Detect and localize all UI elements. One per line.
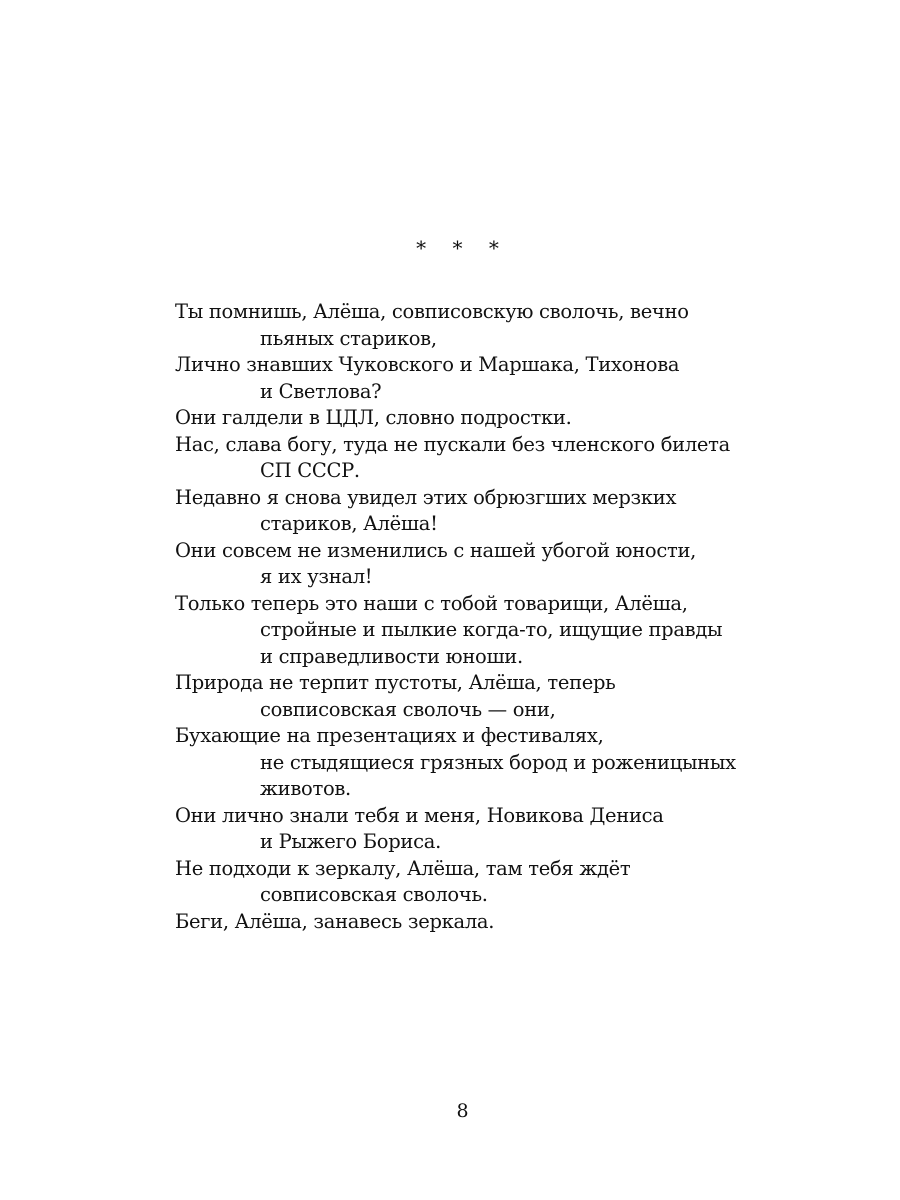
poem-line: Недавно я снова увидел этих обрюзгших мерзких bbox=[175, 485, 677, 509]
poem-line-continuation: совписовская сволочь — они, bbox=[260, 697, 556, 721]
poem-line: Они галдели в ЦДЛ, словно подростки. bbox=[175, 406, 572, 429]
poem-line: Они совсем не изменились с нашей убогой юности, bbox=[175, 538, 697, 562]
poem-line: Бухающие на презентациях и фестивалях, bbox=[175, 724, 604, 747]
poem-line-continuation: и справедливости юноши. bbox=[260, 644, 523, 668]
poem-line-continuation: я их узнал! bbox=[260, 565, 373, 588]
poem-line-continuation: и Светлова? bbox=[260, 379, 382, 403]
poem-line: Лично знавших Чуковского и Маршака, Тихонова bbox=[175, 353, 680, 376]
poem-line-continuation: и Рыжего Бориса. bbox=[260, 830, 441, 853]
poem-body bbox=[175, 299, 815, 935]
poem-line-continuation: животов. bbox=[260, 777, 351, 800]
poem-line-continuation: пьяных стариков, bbox=[260, 326, 437, 350]
poem-line: Нас, слава богу, туда не пускали без членского билета bbox=[175, 432, 730, 456]
poem-line-continuation: совписовская сволочь. bbox=[260, 883, 488, 906]
section-separator: * * * bbox=[416, 236, 509, 260]
page-number: 8 bbox=[456, 1100, 469, 1122]
poem-line-continuation: стариков, Алёша! bbox=[260, 512, 438, 535]
poem-line: Только теперь это наши с тобой товарищи, Алёша, bbox=[175, 591, 688, 615]
poem-line: Природа не терпит пустоты, Алёша, теперь bbox=[175, 671, 616, 694]
poem-line-continuation: стройные и пылкие когда-то, ищущие правды bbox=[260, 618, 723, 641]
poem-line: Не подходи к зеркалу, Алёша, там тебя ждёт bbox=[175, 856, 631, 880]
poem-line: Ты помнишь, Алёша, совписовскую сволочь, вечно bbox=[175, 300, 689, 323]
poem-line: Беги, Алёша, занавесь зеркала. bbox=[175, 909, 495, 933]
poem-line: Они лично знали тебя и меня, Новикова Дениса bbox=[175, 803, 664, 827]
poem-line-continuation: не стыдящиеся грязных бород и роженицыных bbox=[260, 750, 736, 774]
poem-line-continuation: СП СССР. bbox=[260, 459, 360, 482]
